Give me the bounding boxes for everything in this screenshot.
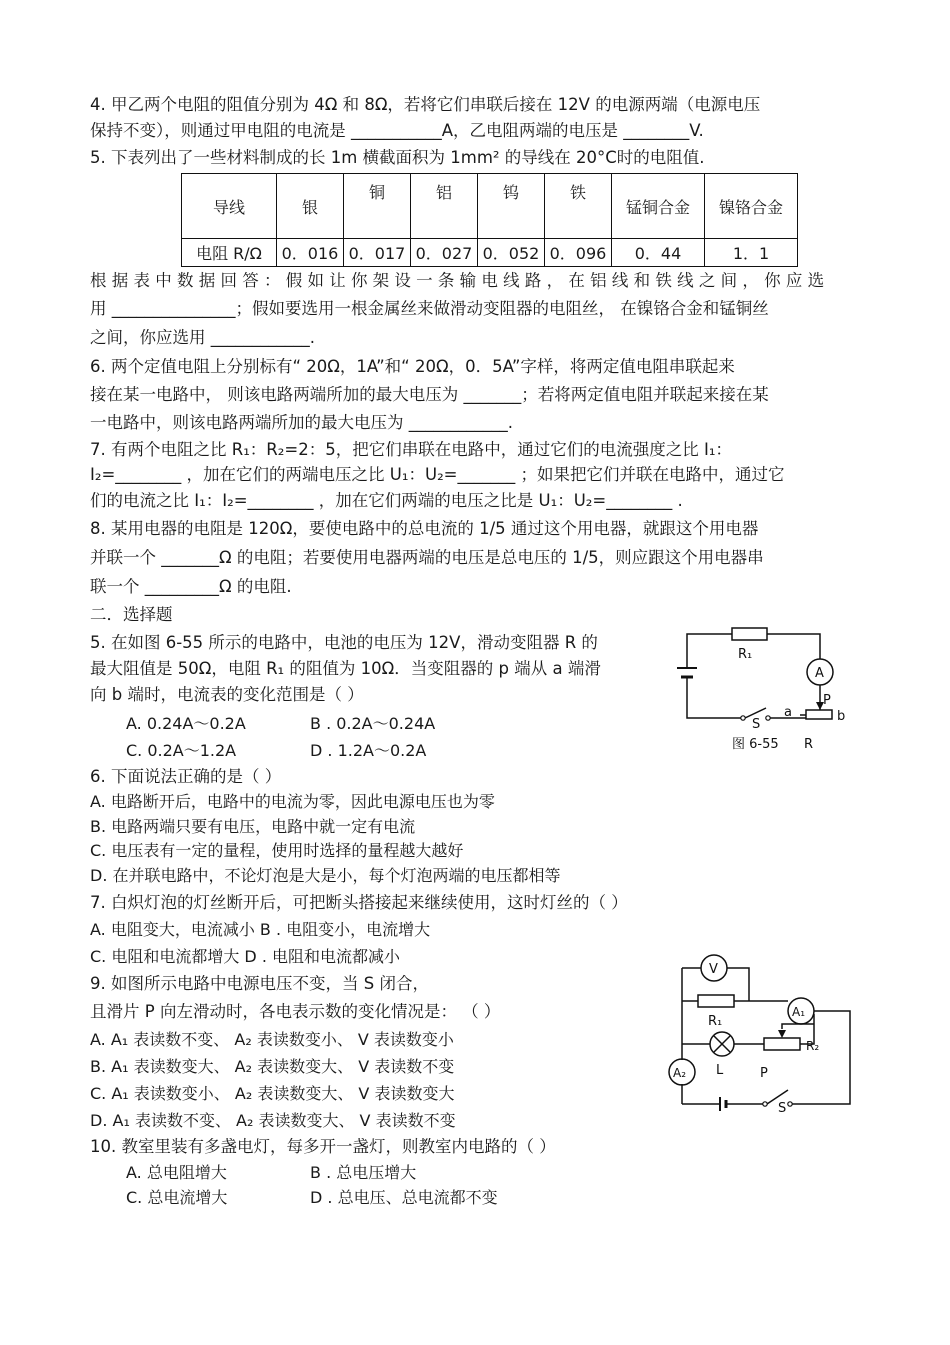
table-header-cell: 锰铜合金 xyxy=(612,174,705,239)
label-r2: R₂ xyxy=(806,1039,820,1053)
table-cell: 1．1 xyxy=(705,239,798,267)
c9-line-2: 且滑片 P 向左滑动时，各电表示数的变化情况是： （ ） xyxy=(90,1002,501,1021)
c6-option-b: B. 电路两端只要有电压，电路中就一定有电流 xyxy=(90,817,416,836)
figure-caption: 图 6-55 xyxy=(732,737,779,752)
q4-line-1: 4. 甲乙两个电阻的阻值分别为 4Ω 和 8Ω，若将它们串联后接在 12V 的电源两端（电源电压 xyxy=(90,95,761,114)
table-cell: 0．027 xyxy=(411,239,478,267)
label-a: A xyxy=(815,666,824,681)
label-a1: A₁ xyxy=(792,1005,806,1019)
label-l: L xyxy=(716,1063,724,1078)
circuit-diagram-q9 xyxy=(664,954,864,1114)
resistor-r1-icon xyxy=(732,628,767,640)
label-s: S xyxy=(778,1101,787,1114)
c7-options-cd: C. 电阻和电流都增大 D . 电阻和电流都减小 xyxy=(90,947,401,966)
q6-line-1: 6. 两个定值电阻上分别标有“ 20Ω，1A”和“ 20Ω，0．5A”字样，将两定值电阻串联起来 xyxy=(90,357,735,376)
q5-answer-line-1: 根 据 表 中 数 据 回 答 ： 假 如 让 你 架 设 一 条 输 电 线 路 ， 在 铝 线 和 铁 线 之 间 ， 你 应 选 xyxy=(90,271,825,290)
resistance-table xyxy=(181,173,798,267)
label-v: V xyxy=(709,962,718,977)
table-header-cell: 钨 xyxy=(478,174,545,239)
resistor-r1-icon xyxy=(698,995,734,1007)
c5-line-1: 5. 在如图 6-55 所示的电路中，电池的电压为 12V，滑动变阻器 R 的 xyxy=(90,633,598,652)
c9-option-c: C. A₁ 表读数变小、 A₂ 表读数变大、 V 表读数变大 xyxy=(90,1084,455,1103)
table-cell: 0．44 xyxy=(612,239,705,267)
c6-option-a: A. 电路断开后，电路中的电流为零，因此电源电压也为零 xyxy=(90,792,495,811)
q6-line-2: 接在某一电路中， 则该电路两端所加的最大电压为 _______；若将两定值电阻并联起来接在某 xyxy=(90,385,769,404)
table-cell: 0．016 xyxy=(277,239,344,267)
q7-line-2: I₂=________ ，加在它们的两端电压之比 U₁：U₂=_______ ；如果把它们并联在电路中，通过它 xyxy=(90,465,785,484)
c6-stem: 6. 下面说法正确的是（ ） xyxy=(90,767,282,786)
c5-option-a: A. 0.24A～0.2A xyxy=(126,714,246,733)
c5-option-b: B . 0.2A～0.24A xyxy=(310,714,436,733)
label-a2: A₂ xyxy=(673,1066,687,1080)
q5-line-1: 5. 下表列出了一些材料制成的长 1m 横截面积为 1mm² 的导线在 20°C时的电阻值. xyxy=(90,148,705,167)
c6-option-c: C. 电压表有一定的量程，使用时选择的量程越大越好 xyxy=(90,841,464,860)
c6-option-d: D. 在并联电路中，不论灯泡是大是小，每个灯泡两端的电压都相等 xyxy=(90,866,561,885)
c9-option-a: A. A₁ 表读数不变、 A₂ 表读数变小、 V 表读数变小 xyxy=(90,1030,454,1049)
table-header-cell: 铝 xyxy=(411,174,478,239)
c5-line-2: 最大阻值是 50Ω，电阻 R₁ 的阻值为 10Ω．当变阻器的 p 端从 a 端滑 xyxy=(90,659,601,678)
table-header-cell: 导线 xyxy=(182,174,277,239)
c9-line-1: 9. 如图所示电路中电源电压不变，当 S 闭合， xyxy=(90,974,429,993)
c10-option-c: C. 总电流增大 xyxy=(126,1188,228,1207)
label-b-end: b xyxy=(837,709,846,724)
table-header-cell: 银 xyxy=(277,174,344,239)
table-header-cell: 镍铬合金 xyxy=(705,174,798,239)
table-cell: 0．052 xyxy=(478,239,545,267)
label-p: P xyxy=(823,693,831,708)
q6-line-3: 一电路中，则该电路两端所加的最大电压为 ____________. xyxy=(90,413,513,432)
q5-answer-line-2: 用 _______________；假如要选用一根金属丝来做滑动变阻器的电阻丝， 在镍铬合金和锰铜丝 xyxy=(90,299,769,318)
c5-line-3: 向 b 端时，电流表的变化范围是（ ） xyxy=(90,685,364,704)
label-r1: R₁ xyxy=(738,647,753,662)
c9-option-b: B. A₁ 表读数变大、 A₂ 表读数变大、 V 表读数不变 xyxy=(90,1057,455,1076)
label-a-end: a xyxy=(784,705,792,720)
label-r1: R₁ xyxy=(708,1014,723,1029)
label-s: S xyxy=(752,717,761,732)
c10-stem: 10. 教室里装有多盏电灯，每多开一盏灯，则教室内电路的（ ） xyxy=(90,1137,556,1156)
label-p: P xyxy=(760,1066,768,1081)
rheostat-icon xyxy=(806,710,832,719)
q8-line-2: 并联一个 _______Ω 的电阻；若要使用电器两端的电压是总电压的 1/5，则应跟这个用电器串 xyxy=(90,548,764,567)
c10-option-d: D . 总电压、总电流都不变 xyxy=(310,1188,498,1207)
c7-options-ab: A. 电阻变大，电流减小 B . 电阻变小，电流增大 xyxy=(90,920,431,939)
table-cell: 0．017 xyxy=(344,239,411,267)
q5-answer-line-3: 之间，你应选用 ____________. xyxy=(90,328,315,347)
q8-line-3: 联一个 _________Ω 的电阻. xyxy=(90,577,292,596)
c5-option-d: D . 1.2A～0.2A xyxy=(310,741,427,760)
q7-line-3: 们的电流之比 I₁：I₂=________ ，加在它们两端的电压之比是 U₁：U₂=________ . xyxy=(90,491,683,510)
section-title: 二．选择题 xyxy=(90,605,173,624)
c5-option-c: C. 0.2A～1.2A xyxy=(126,741,237,760)
circuit-diagram-6-55 xyxy=(670,620,860,760)
q4-line-2: 保持不变），则通过甲电阻的电流是 ___________A，乙电阻两端的电压是 ________V. xyxy=(90,121,704,140)
table-cell: 0．096 xyxy=(545,239,612,267)
table-row-label: 电阻 R/Ω xyxy=(182,239,277,267)
rheostat-r2-icon xyxy=(764,1038,800,1050)
c9-option-d: D. A₁ 表读数不变、 A₂ 表读数变大、 V 表读数不变 xyxy=(90,1111,456,1130)
q8-line-1: 8. 某用电器的电阻是 120Ω，要使电路中的总电流的 1/5 通过这个用电器，就跟这个用电器 xyxy=(90,519,759,538)
table-header-cell: 铁 xyxy=(545,174,612,239)
c7-stem: 7. 白炽灯泡的灯丝断开后，可把断头搭接起来继续使用，这时灯丝的（ ） xyxy=(90,893,628,912)
q7-line-1: 7. 有两个电阻之比 R₁：R₂=2：5，把它们串联在电路中，通过它们的电流强度之比 I₁： xyxy=(90,440,732,459)
table-header-cell: 铜 xyxy=(344,174,411,239)
label-r: R xyxy=(804,737,814,752)
c10-option-a: A. 总电阻增大 xyxy=(126,1163,227,1182)
c10-option-b: B . 总电压增大 xyxy=(310,1163,417,1182)
